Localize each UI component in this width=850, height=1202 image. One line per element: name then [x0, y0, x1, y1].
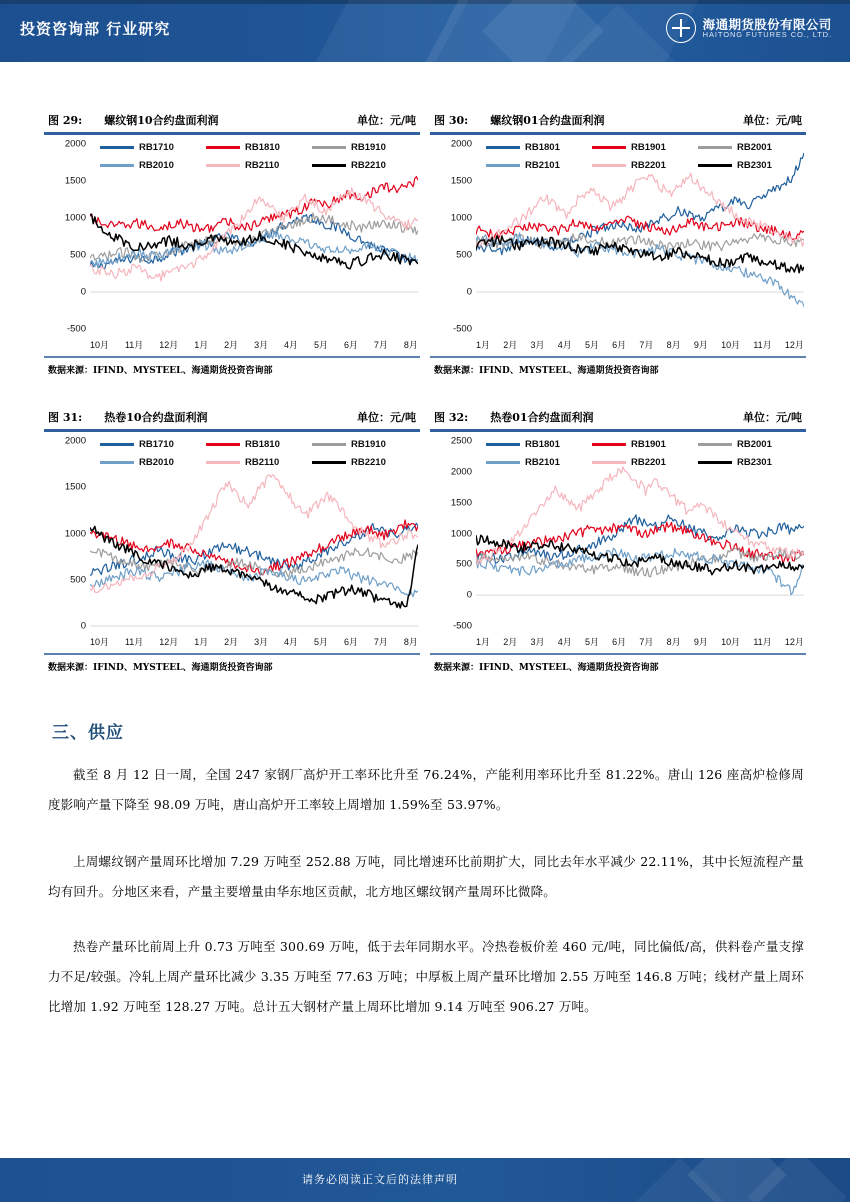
legend-item-RB2101 — [486, 457, 592, 468]
legend-item-RB1710 — [100, 439, 206, 450]
y-tick-label: -500 — [66, 323, 86, 335]
legend-swatch-icon — [698, 461, 732, 464]
x-tick-label: 10月 — [721, 637, 741, 647]
legend-label: RB2301 — [737, 160, 772, 171]
legend-item-RB1801 — [486, 142, 592, 153]
x-tick-label: 8月 — [666, 637, 681, 647]
figure-29-rule — [44, 132, 420, 135]
body-paragraph-3: 热卷产量环比前周上升 0.73 万吨至 300.69 万吨，低于去年同期水平。冷热卷板价差 460 元/吨，同比偏低/高，供料卷产量支撑力不足/较强。冷轧上周产量环比减少 3.35 万吨至 77.63 万吨；中厚板上周产量环比增加 2.55 万吨至 146.8 万吨；线材产量上周环比增加 1.92 万吨至 128.27 万吨。总计五大钢材产量上周环比增加 9.14 万吨至 906.27 万吨。 — [48, 939, 804, 1014]
figure-31 — [42, 409, 422, 673]
y-tick-label: 500 — [70, 249, 86, 261]
x-tick-label: 11月 — [753, 637, 772, 647]
legend-swatch-icon — [312, 164, 346, 167]
legend-label: RB1810 — [245, 439, 280, 450]
body-paragraph-1: 截至 8 月 12 日一周，全国 247 家钢厂高炉开工率环比升至 76.24%，产能利用率环比升至 81.22%。唐山 126 座高炉检修周度影响产量下降至 98.09 万吨，唐山高炉开工率较上周增加 1.59%至 53.97%。 — [48, 767, 804, 812]
x-tick-label: 3月 — [530, 637, 545, 647]
y-tick-label: 1000 — [64, 212, 86, 224]
x-tick-label: 7月 — [373, 637, 388, 647]
legend-item-RB2101 — [486, 160, 592, 171]
figure-32-rule — [430, 429, 806, 432]
y-tick-label: 2000 — [64, 435, 86, 447]
legend-swatch-icon — [592, 443, 626, 446]
x-tick-label: 2月 — [503, 637, 518, 647]
legend-label: RB2010 — [139, 457, 174, 468]
legend-swatch-icon — [592, 164, 626, 167]
x-tick-label: 6月 — [343, 340, 358, 350]
figure-32-plot — [428, 435, 808, 650]
legend-swatch-icon — [206, 443, 240, 446]
legend-label: RB2001 — [737, 439, 772, 450]
x-tick-label: 12月 — [159, 637, 179, 647]
legend-swatch-icon — [592, 146, 626, 149]
x-tick-label: 8月 — [666, 340, 681, 350]
figure-31-bottom-rule — [44, 653, 420, 655]
legend-item-RB1810 — [206, 142, 312, 153]
legend-item-RB2301 — [698, 160, 804, 171]
legend-swatch-icon — [486, 443, 520, 446]
x-tick-label: 11月 — [124, 340, 144, 350]
y-tick-label: 0 — [466, 286, 472, 298]
page-header — [0, 0, 850, 62]
legend-item-RB1910 — [312, 142, 418, 153]
series-line-RB1910 — [90, 213, 418, 261]
y-tick-label: 1500 — [450, 497, 472, 509]
legend-item-RB1901 — [592, 142, 698, 153]
figure-30-rule — [430, 132, 806, 135]
x-tick-label: 11月 — [124, 637, 144, 647]
x-tick-label: 1月 — [194, 340, 209, 350]
figure-29-title: 螺纹钢10合约盘面利润 — [104, 114, 219, 127]
y-tick-label: 1500 — [450, 175, 472, 187]
x-tick-label: 5月 — [314, 637, 329, 647]
figure-32-title: 热卷01合约盘面利润 — [490, 411, 594, 424]
figure-32-bottom-rule — [430, 653, 806, 655]
figure-31-rule — [44, 429, 420, 432]
figure-29-header — [42, 112, 422, 132]
body-paragraph-2: 上周螺纹钢产量周环比增加 7.29 万吨至 252.88 万吨，同比增速环比前期扩大，同比去年水平减少 22.11%，其中长短流程产量均有回升。分地区来看，产量主要增量由华东地区贡献，北方地区螺纹钢产量周环比微降。 — [48, 854, 804, 899]
figure-31-xaxis — [90, 635, 418, 648]
legend-swatch-icon — [486, 164, 520, 167]
y-tick-label: 500 — [70, 574, 86, 586]
section-heading-supply: 三、供应 — [52, 723, 124, 743]
x-tick-label: 3月 — [254, 340, 269, 350]
page-footer — [0, 1158, 850, 1202]
x-tick-label: 10月 — [721, 340, 741, 350]
legend-label: RB1910 — [351, 439, 386, 450]
legend-swatch-icon — [698, 443, 732, 446]
legend-item-RB2010 — [100, 457, 206, 468]
figure-32 — [428, 409, 808, 673]
figure-32-legend — [486, 439, 804, 468]
legend-label: RB2201 — [631, 160, 666, 171]
legend-swatch-icon — [100, 146, 134, 149]
x-tick-label: 9月 — [693, 637, 708, 647]
x-tick-label: 1月 — [194, 637, 209, 647]
legend-item-RB1810 — [206, 439, 312, 450]
x-tick-label: 10月 — [90, 340, 110, 350]
x-tick-label: 12月 — [159, 340, 179, 350]
legend-item-RB2001 — [698, 142, 804, 153]
figure-32-xaxis — [476, 635, 804, 648]
legend-item-RB1801 — [486, 439, 592, 450]
legend-label: RB1901 — [631, 142, 666, 153]
x-tick-label: 12月 — [784, 340, 804, 350]
x-tick-label: 5月 — [314, 340, 329, 350]
figure-31-legend — [100, 439, 418, 468]
legend-swatch-icon — [486, 146, 520, 149]
x-tick-label: 7月 — [639, 340, 654, 350]
y-tick-label: 0 — [80, 286, 86, 298]
legend-label: RB2010 — [139, 160, 174, 171]
x-tick-label: 5月 — [584, 637, 599, 647]
x-tick-label: 7月 — [639, 637, 654, 647]
legend-label: RB1810 — [245, 142, 280, 153]
legend-label: RB2001 — [737, 142, 772, 153]
legend-label: RB2301 — [737, 457, 772, 468]
x-tick-label: 4月 — [284, 340, 299, 350]
figure-31-source: 数据来源：IFIND、MYSTEEL、海通期货投资咨询部 — [48, 663, 273, 673]
y-tick-label: 1000 — [450, 212, 472, 224]
y-tick-label: 2000 — [64, 138, 86, 150]
company-logo — [666, 13, 832, 43]
figure-29-legend — [100, 142, 418, 171]
legend-item-RB2110 — [206, 160, 312, 171]
y-tick-label: 1500 — [64, 481, 86, 493]
y-tick-label: 0 — [466, 589, 472, 601]
figure-30-bottom-rule — [430, 356, 806, 358]
logo-text-block — [703, 18, 832, 39]
legend-item-RB1710 — [100, 142, 206, 153]
legend-item-RB2010 — [100, 160, 206, 171]
x-tick-label: 5月 — [584, 340, 599, 350]
legend-swatch-icon — [698, 164, 732, 167]
series-line-RB2110 — [90, 188, 418, 281]
figure-29 — [42, 112, 422, 376]
y-tick-label: 2000 — [450, 466, 472, 478]
x-tick-label: 3月 — [530, 340, 545, 350]
figure-30-header — [428, 112, 808, 132]
y-tick-label: 1000 — [64, 528, 86, 539]
legend-label: RB2101 — [525, 457, 560, 468]
legend-item-RB2210 — [312, 160, 418, 171]
legend-swatch-icon — [312, 443, 346, 446]
legend-swatch-icon — [206, 146, 240, 149]
legend-item-RB2210 — [312, 457, 418, 468]
legend-swatch-icon — [312, 146, 346, 149]
figure-32-unit: 单位：元/吨 — [742, 411, 802, 424]
legend-label: RB1801 — [525, 439, 560, 450]
y-tick-label: 2000 — [450, 138, 472, 150]
figure-31-header — [42, 409, 422, 429]
figure-29-plot — [42, 138, 422, 353]
y-tick-label: 500 — [456, 558, 472, 570]
logo-company-name-cn: 海通期货股份有限公司 — [702, 16, 832, 32]
legend-swatch-icon — [312, 461, 346, 464]
legend-swatch-icon — [698, 146, 732, 149]
x-tick-label: 2月 — [224, 637, 239, 647]
figure-30-number: 图 30: — [434, 114, 469, 127]
x-tick-label: 2月 — [503, 340, 518, 350]
x-tick-label: 3月 — [254, 637, 269, 647]
x-tick-label: 12月 — [784, 637, 804, 647]
figure-30-legend — [486, 142, 804, 171]
footer-disclaimer: 请务必阅读正文后的法律声明 — [302, 1173, 458, 1186]
series-line-RB2110 — [90, 475, 418, 593]
legend-label: RB2110 — [245, 457, 280, 468]
x-tick-label: 1月 — [476, 637, 491, 647]
y-tick-label: 1000 — [450, 528, 472, 539]
legend-label: RB2210 — [351, 160, 386, 171]
legend-swatch-icon — [592, 461, 626, 464]
figure-30-xaxis — [476, 338, 804, 351]
x-tick-label: 10月 — [90, 637, 110, 647]
x-tick-label: 1月 — [476, 340, 491, 350]
legend-item-RB2301 — [698, 457, 804, 468]
legend-swatch-icon — [206, 164, 240, 167]
x-tick-label: 2月 — [224, 340, 239, 350]
x-tick-label: 8月 — [403, 637, 418, 647]
y-tick-label: 0 — [80, 620, 86, 632]
legend-swatch-icon — [100, 461, 134, 464]
figure-31-title: 热卷10合约盘面利润 — [104, 411, 208, 424]
x-tick-label: 4月 — [557, 340, 572, 350]
logo-company-name-en: HAITONG FUTURES CO., LTD. — [702, 29, 832, 39]
legend-item-RB1910 — [312, 439, 418, 450]
figure-29-number: 图 29: — [48, 114, 83, 127]
legend-label: RB1901 — [631, 439, 666, 450]
y-tick-label: 2500 — [450, 435, 472, 447]
legend-swatch-icon — [206, 461, 240, 464]
series-line-RB2201 — [476, 467, 804, 565]
figure-30-title: 螺纹钢01合约盘面利润 — [490, 114, 605, 127]
legend-label: RB1710 — [139, 439, 174, 450]
legend-label: RB2101 — [525, 160, 560, 171]
figure-32-header — [428, 409, 808, 429]
legend-swatch-icon — [100, 443, 134, 446]
legend-label: RB2110 — [245, 160, 280, 171]
figure-30 — [428, 112, 808, 376]
x-tick-label: 7月 — [373, 340, 388, 350]
figure-30-plot — [428, 138, 808, 353]
legend-label: RB2201 — [631, 457, 666, 468]
header-title: 投资咨询部 行业研究 — [20, 20, 171, 38]
figure-31-unit: 单位：元/吨 — [356, 411, 416, 424]
legend-label: RB1801 — [525, 142, 560, 153]
x-tick-label: 4月 — [557, 637, 572, 647]
x-tick-label: 9月 — [693, 340, 708, 350]
legend-label: RB1710 — [139, 142, 174, 153]
figure-31-plot — [42, 435, 422, 650]
x-tick-label: 4月 — [284, 637, 299, 647]
legend-item-RB2201 — [592, 160, 698, 171]
y-tick-label: -500 — [452, 323, 472, 335]
y-tick-label: 1500 — [64, 175, 86, 187]
figure-30-source: 数据来源：IFIND、MYSTEEL、海通期货投资咨询部 — [434, 366, 659, 376]
legend-item-RB1901 — [592, 439, 698, 450]
figure-30-unit: 单位：元/吨 — [742, 114, 802, 127]
x-tick-label: 6月 — [343, 637, 358, 647]
figure-32-number: 图 32: — [434, 411, 469, 424]
legend-swatch-icon — [100, 164, 134, 167]
figure-29-xaxis — [90, 338, 418, 351]
x-tick-label: 11月 — [753, 340, 772, 350]
figure-31-number: 图 31: — [48, 411, 83, 424]
figure-29-source: 数据来源：IFIND、MYSTEEL、海通期货投资咨询部 — [48, 366, 273, 376]
x-tick-label: 6月 — [612, 637, 627, 647]
legend-label: RB1910 — [351, 142, 386, 153]
legend-item-RB2001 — [698, 439, 804, 450]
legend-item-RB2201 — [592, 457, 698, 468]
y-tick-label: -500 — [452, 620, 472, 632]
legend-label: RB2210 — [351, 457, 386, 468]
haitong-logo-icon — [666, 13, 696, 43]
legend-swatch-icon — [486, 461, 520, 464]
legend-item-RB2110 — [206, 457, 312, 468]
figure-32-source: 数据来源：IFIND、MYSTEEL、海通期货投资咨询部 — [434, 663, 659, 673]
figure-29-unit: 单位：元/吨 — [356, 114, 416, 127]
y-tick-label: 500 — [456, 249, 472, 261]
figure-29-bottom-rule — [44, 356, 420, 358]
x-tick-label: 8月 — [403, 340, 418, 350]
x-tick-label: 6月 — [612, 340, 627, 350]
